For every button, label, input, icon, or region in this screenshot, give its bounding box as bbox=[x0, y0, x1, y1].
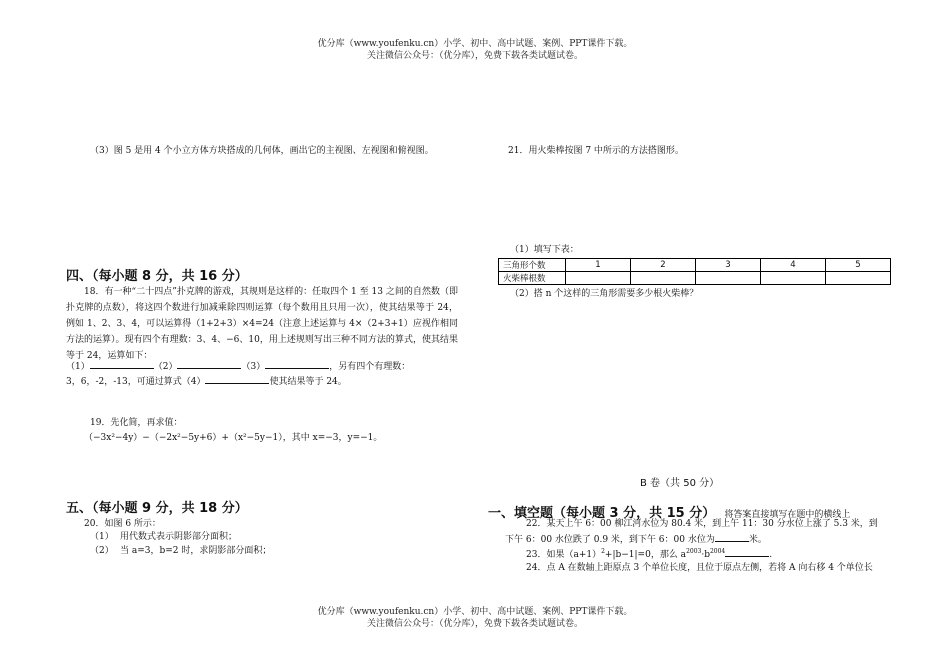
header-line-1: 优分库（www.youfenku.cn）小学、初中、高中试题、案例、PPT课件下载。 bbox=[317, 39, 633, 49]
matchstick-table bbox=[498, 258, 891, 285]
table-col-2: 2 bbox=[631, 259, 696, 272]
footer-line-2: 关注微信公众号：（优分库），免费下载各类试题试卷。 bbox=[366, 619, 583, 629]
q18-blank-1[interactable] bbox=[90, 359, 154, 369]
q23-part-c: ·b bbox=[701, 550, 710, 560]
question-20-part-1-number: （1） bbox=[90, 532, 114, 542]
table-row-matchsticks bbox=[499, 272, 891, 285]
q22-line-2-a: 下午 6：00 水位跌了 0.9 米，到下午 6：00 水位为 bbox=[505, 535, 715, 545]
question-20-title: 20．如图 6 所示： bbox=[84, 519, 161, 529]
table-col-4: 4 bbox=[761, 259, 826, 272]
question-20-part-2-number: （2） bbox=[90, 546, 114, 556]
question-22-line-2 bbox=[505, 532, 767, 546]
table-cell-answer-4[interactable] bbox=[761, 272, 826, 285]
fill-in-section-title: 一、填空题（每小题 3 分，共 15 分） bbox=[488, 506, 716, 521]
q23-part-b: +|b−1|=0，那么 a bbox=[604, 550, 687, 560]
q18-blank-4[interactable] bbox=[205, 374, 269, 384]
q23-part-a: 23．如果（a+1） bbox=[526, 550, 602, 560]
table-label-triangles: 三角形个数 bbox=[499, 259, 566, 272]
table-col-3: 3 bbox=[696, 259, 761, 272]
table-row-triangles bbox=[499, 259, 891, 272]
q18-blank-2[interactable] bbox=[177, 359, 241, 369]
q18-part-1-label: （1） bbox=[66, 362, 90, 372]
question-3-text: （3）图 5 是用 4 个小立方体方块搭成的几何体，画出它的主视图、左视图和俯视图。 bbox=[90, 146, 434, 156]
q18-last-line-a: 3，6，-2，-13，可通过算式（4） bbox=[66, 377, 206, 387]
table-cell-answer-3[interactable] bbox=[696, 272, 761, 285]
question-22-line-1: 22．某天上午 6：00 柳江河水位为 80.4 米，到上午 11：30 分水位上涨了 5.3 米，到 bbox=[526, 519, 878, 529]
question-18-last-line bbox=[66, 374, 347, 388]
question-20-part-2: 当 a=3，b=2 时，求阴影部分面积； bbox=[120, 546, 272, 556]
question-19-title: 19．先化简，再求值： bbox=[90, 418, 183, 428]
q18-tail-text: ，另有四个有理数： bbox=[329, 362, 411, 372]
b-paper-title: B 卷（共 50 分） bbox=[640, 478, 720, 489]
q18-blank-3[interactable] bbox=[265, 359, 329, 369]
question-24: 24．点 A 在数轴上距原点 3 个单位长度，且位于原点左侧，若将 A 向右移 4 个单位长 bbox=[526, 563, 873, 573]
table-cell-answer-1[interactable] bbox=[566, 272, 631, 285]
q23-blank[interactable] bbox=[725, 547, 769, 557]
q23-part-d: . bbox=[769, 550, 773, 560]
q18-part-3-label: （3） bbox=[241, 362, 266, 372]
table-cell-answer-2[interactable] bbox=[631, 272, 696, 285]
table-cell-answer-5[interactable] bbox=[826, 272, 891, 285]
table-label-matchsticks: 火柴棒根数 bbox=[499, 272, 566, 285]
table-col-5: 5 bbox=[826, 259, 891, 272]
question-19-expression: （−3x²−4y）−（−2x²−5y+6）+（x²−5y−1），其中 x=−3，y=−1。 bbox=[84, 433, 383, 443]
q22-blank[interactable] bbox=[715, 532, 749, 542]
section-4-title: 四、（每小题 8 分，共 16 分） bbox=[66, 269, 248, 284]
question-21-part-2: （2）搭 n 个这样的三角形需要多少根火柴棒？ bbox=[510, 289, 699, 299]
question-18-text: 18．有一种“二十四点”扑克牌的游戏，其规则是这样的：任取四个 1 至 13 之间的自然数（即扑克牌的点数），将这四个数进行加减乘除四则运算（每个数用且只用一次），使其结果等于 24，例如 1、2、3、4，可以运算得（1+2+3）×4=24（注意上述运算与 4×（2+3+1）应视作相同方法的运算）。现有四个有理数：3、4、−6、10，用上述规则写出三种不同方法的算式，使其结果等于 24，运算如下： bbox=[66, 287, 458, 361]
header-line-2: 关注微信公众号：（优分库），免费下载各类试题试卷。 bbox=[366, 51, 583, 61]
table-col-1: 1 bbox=[566, 259, 631, 272]
question-23 bbox=[526, 547, 772, 561]
footer-line-1: 优分库（www.youfenku.cn）小学、初中、高中试题、案例、PPT课件下载。 bbox=[317, 607, 633, 617]
q22-line-2-b: 米。 bbox=[748, 535, 767, 545]
question-18-paragraph bbox=[66, 284, 458, 364]
section-5-title: 五、（每小题 9 分，共 18 分） bbox=[66, 501, 248, 516]
q23-exp-3: 2004 bbox=[709, 548, 726, 555]
q18-last-line-b: 使其结果等于 24。 bbox=[269, 377, 347, 387]
q23-exp-1: 2 bbox=[601, 548, 605, 555]
q23-exp-2: 2003 bbox=[686, 548, 702, 555]
question-21-text: 21．用火柴棒按图 7 中所示的方法搭图形。 bbox=[508, 146, 684, 156]
question-18-answers-line bbox=[66, 359, 410, 373]
question-21-part-1: （1）填写下表： bbox=[510, 245, 579, 255]
fill-in-section-note: 将答案直接填写在题中的横线上 bbox=[724, 510, 851, 520]
question-20-part-1: 用代数式表示阴影部分面积； bbox=[120, 532, 238, 542]
q18-part-2-label: （2） bbox=[153, 362, 178, 372]
